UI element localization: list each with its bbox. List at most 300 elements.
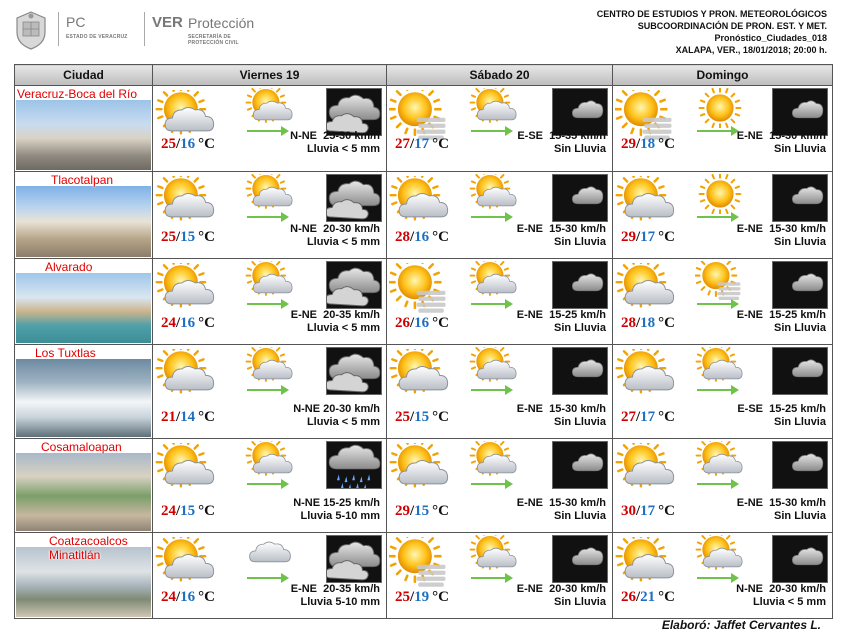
temperature xyxy=(161,229,215,246)
temp-unit: °C xyxy=(432,503,450,519)
day-weather-icon xyxy=(389,537,451,594)
rain-text: Sin Lluvia xyxy=(554,596,606,608)
wind-text: E-NE 20-30 km/h xyxy=(516,583,606,595)
temp-max: 28 xyxy=(621,315,636,331)
temp-max: 29 xyxy=(621,229,636,245)
rain-text: Lluvia < 5 mm xyxy=(306,143,380,155)
temp-separator: / xyxy=(636,409,641,425)
city-name: Tlacotalpan xyxy=(51,173,114,187)
day-weather-icon xyxy=(389,349,451,406)
wind-arrow-icon xyxy=(469,298,515,310)
state-seal-icon xyxy=(12,10,50,50)
wind-arrow-icon xyxy=(695,298,741,310)
temperature xyxy=(395,589,449,606)
night-cloudy-icon xyxy=(327,348,381,394)
temp-unit: °C xyxy=(658,589,676,605)
table-header-row xyxy=(15,65,833,86)
temp-unit: °C xyxy=(198,589,216,605)
temp-max: 29 xyxy=(395,503,410,519)
forecast-cell-day2 xyxy=(387,533,613,619)
wind-arrow-icon xyxy=(245,384,291,396)
wind-text: N-NE 20-30 km/h xyxy=(290,223,380,235)
wind-text: E-NE 15-30 km/h xyxy=(736,130,826,142)
night-partly-cloudy-icon xyxy=(773,89,827,135)
temp-min: 21 xyxy=(640,589,656,605)
partly-cloudy-icon xyxy=(245,441,295,481)
wind-arrow-icon xyxy=(469,477,515,495)
temp-min: 15 xyxy=(414,503,430,519)
wind-arrow-icon xyxy=(695,124,741,142)
day-weather-icon xyxy=(155,349,217,406)
temp-min: 16 xyxy=(180,315,196,331)
forecast-cell-day1 xyxy=(153,259,387,345)
city-photo xyxy=(16,100,151,170)
logo-divider-2 xyxy=(144,12,145,46)
temp-separator: / xyxy=(410,229,415,245)
temp-unit: °C xyxy=(198,136,216,152)
night-partly-cloudy-icon xyxy=(553,536,607,582)
wind-arrow-icon xyxy=(695,383,741,401)
wind-rain-info xyxy=(290,223,380,249)
day-weather-icon xyxy=(155,537,217,594)
wind-arrow-icon xyxy=(695,477,741,495)
temp-separator: / xyxy=(176,589,181,605)
forecast-cell-day3 xyxy=(613,259,833,345)
night-weather-box xyxy=(326,174,382,222)
header-line3: Pronóstico_Ciudades_018 xyxy=(714,33,827,43)
temp-separator: / xyxy=(636,503,641,519)
temp-max: 21 xyxy=(161,409,176,425)
rain-text: Lluvia 5-10 mm xyxy=(300,596,380,608)
day-weather-icon xyxy=(389,263,451,320)
temp-max: 28 xyxy=(395,229,410,245)
night-partly-cloudy-icon xyxy=(553,89,607,135)
wind-text: E-NE 15-25 km/h xyxy=(516,309,606,321)
col-header-day1: Viernes 19 xyxy=(153,65,387,86)
night-cloudy-icon xyxy=(327,536,381,582)
temp-unit: °C xyxy=(432,315,450,331)
night-rain-icon xyxy=(327,442,381,488)
rain-text: Sin Lluvia xyxy=(774,322,826,334)
wind-arrow-icon xyxy=(245,297,291,315)
temperature xyxy=(161,589,215,606)
city-photo xyxy=(16,453,151,531)
temp-unit: °C xyxy=(432,409,450,425)
temp-separator: / xyxy=(176,315,181,331)
wind-arrow-icon xyxy=(245,124,291,142)
rain-text: Sin Lluvia xyxy=(554,510,606,522)
forecast-cell-day1 xyxy=(153,172,387,259)
temperature xyxy=(621,409,675,426)
temperature xyxy=(161,136,215,153)
wind-rain-info xyxy=(737,130,826,156)
temp-unit: °C xyxy=(198,409,216,425)
partly-cloudy-icon xyxy=(615,263,677,315)
temp-min: 19 xyxy=(414,589,430,605)
wind-arrow-icon xyxy=(469,211,515,223)
temp-separator: / xyxy=(176,503,181,519)
wind-arrow-icon xyxy=(469,124,515,142)
night-weather-box xyxy=(552,88,608,136)
temp-separator: / xyxy=(410,315,415,331)
wind-rain-info xyxy=(293,403,380,429)
table-row xyxy=(15,345,833,439)
forecast-cell-day1 xyxy=(153,86,387,172)
forecast-cell-day1 xyxy=(153,533,387,619)
rain-text: Sin Lluvia xyxy=(774,236,826,248)
night-weather-box xyxy=(772,261,828,309)
night-weather-box xyxy=(772,88,828,136)
sun-haze-icon xyxy=(389,537,451,589)
wind-rain-info xyxy=(293,497,380,523)
partly-cloudy-icon xyxy=(155,349,217,401)
day-weather-icon xyxy=(615,176,677,233)
day-weather-icon xyxy=(615,537,677,594)
temperature xyxy=(395,315,449,332)
forecast-table xyxy=(14,64,833,619)
table-row xyxy=(15,439,833,533)
day-weather-icon xyxy=(615,263,677,320)
night-weather-box xyxy=(326,261,382,309)
wind-text: E-NE 20-35 km/h xyxy=(290,309,380,321)
partly-cloudy-icon xyxy=(615,443,677,495)
wind-rain-info xyxy=(517,403,606,429)
wind-arrow-icon xyxy=(245,125,291,137)
wind-text: E-NE 15-30 km/h xyxy=(516,223,606,235)
header-info xyxy=(597,8,827,56)
partly-cloudy-icon xyxy=(389,176,451,228)
forecast-cell-day3 xyxy=(613,439,833,533)
col-header-day2: Sábado 20 xyxy=(387,65,613,86)
logo-divider xyxy=(58,12,59,46)
partly-cloudy-icon xyxy=(615,537,677,589)
temp-separator: / xyxy=(636,589,641,605)
wind-arrow-icon xyxy=(469,478,515,490)
wind-text: N-NE 20-30 km/h xyxy=(293,403,380,415)
temp-unit: °C xyxy=(658,136,676,152)
sunny-icon xyxy=(695,88,745,128)
wind-arrow-icon xyxy=(245,210,291,228)
day-weather-icon xyxy=(389,176,451,233)
temperature xyxy=(161,503,215,520)
night-weather-box xyxy=(552,441,608,489)
temperature xyxy=(621,315,675,332)
partly-cloudy-icon xyxy=(389,443,451,495)
temp-max: 25 xyxy=(161,136,176,152)
forecast-cell-day2 xyxy=(387,172,613,259)
partly-cloudy-icon xyxy=(155,263,217,315)
partly-cloudy-icon xyxy=(469,174,519,214)
partly-cloudy-icon xyxy=(615,176,677,228)
temp-unit: °C xyxy=(658,409,676,425)
partly-cloudy-icon xyxy=(155,90,217,142)
header-line1: CENTRO DE ESTUDIOS Y PRON. METEOROLÓGICOS xyxy=(596,9,827,19)
wind-text: E-NE 20-35 km/h xyxy=(290,583,380,595)
wind-rain-info xyxy=(517,130,606,156)
cloudy-icon xyxy=(245,535,295,575)
wind-rain-info xyxy=(517,309,606,335)
night-weather-box xyxy=(552,347,608,395)
table-row xyxy=(15,259,833,345)
forecast-cell-day1 xyxy=(153,345,387,439)
day-weather-icon xyxy=(389,443,451,500)
logo-pc-sub: ESTADO DE VERACRUZ xyxy=(66,34,128,40)
temperature xyxy=(621,503,675,520)
table-row xyxy=(15,533,833,619)
temp-max: 26 xyxy=(621,589,636,605)
wind-text: E-NE 15-30 km/h xyxy=(516,403,606,415)
sun-haze-icon xyxy=(695,261,745,301)
wind-arrow-icon xyxy=(469,384,515,396)
rain-text: Sin Lluvia xyxy=(774,416,826,428)
rain-text: Sin Lluvia xyxy=(554,416,606,428)
temp-separator: / xyxy=(636,229,641,245)
temp-max: 24 xyxy=(161,503,176,519)
logo-prot-sub1: SECRETARÍA DE xyxy=(188,34,231,40)
temp-separator: / xyxy=(176,136,181,152)
temperature xyxy=(395,136,449,153)
temperature xyxy=(161,409,215,426)
night-partly-cloudy-icon xyxy=(773,536,827,582)
night-cloudy-icon xyxy=(327,175,381,221)
partly-cloudy-icon xyxy=(389,349,451,401)
temp-unit: °C xyxy=(658,229,676,245)
city-photo xyxy=(16,273,151,343)
forecast-cell-day2 xyxy=(387,86,613,172)
wind-arrow-icon xyxy=(469,383,515,401)
wind-text: E-SE 15-25 km/h xyxy=(737,403,826,415)
temp-max: 29 xyxy=(621,136,636,152)
wind-rain-info xyxy=(517,583,606,609)
rain-text: Sin Lluvia xyxy=(554,236,606,248)
temp-max: 25 xyxy=(395,589,410,605)
forecast-cell-day3 xyxy=(613,172,833,259)
temp-separator: / xyxy=(410,589,415,605)
night-cloudy-icon xyxy=(327,89,381,135)
partly-cloudy-icon xyxy=(155,537,217,589)
temp-min: 16 xyxy=(414,229,430,245)
temp-max: 24 xyxy=(161,315,176,331)
wind-arrow-icon xyxy=(245,383,291,401)
rain-text: Sin Lluvia xyxy=(554,322,606,334)
night-weather-box xyxy=(772,535,828,583)
forecast-cell-day3 xyxy=(613,533,833,619)
wind-rain-info xyxy=(737,403,826,429)
wind-arrow-icon xyxy=(695,572,741,584)
temp-min: 16 xyxy=(180,589,196,605)
temp-unit: °C xyxy=(658,503,676,519)
rain-text: Lluvia < 5 mm xyxy=(752,596,826,608)
temp-min: 15 xyxy=(180,503,196,519)
temp-min: 18 xyxy=(640,315,656,331)
wind-text: E-NE 15-25 km/h xyxy=(736,309,826,321)
partly-cloudy-icon xyxy=(245,88,295,128)
temp-min: 17 xyxy=(640,229,656,245)
partly-cloudy-icon xyxy=(469,261,519,301)
partly-cloudy-icon xyxy=(469,88,519,128)
wind-text: N-NE 15-25 km/h xyxy=(293,497,380,509)
temp-separator: / xyxy=(636,315,641,331)
wind-arrow-icon xyxy=(245,477,291,495)
night-weather-box xyxy=(326,88,382,136)
night-weather-box xyxy=(552,535,608,583)
temp-separator: / xyxy=(176,229,181,245)
night-weather-box xyxy=(326,535,382,583)
partly-cloudy-icon xyxy=(469,535,519,575)
rain-text: Lluvia < 5 mm xyxy=(306,322,380,334)
temp-unit: °C xyxy=(198,315,216,331)
partly-cloudy-icon xyxy=(469,441,519,481)
partly-cloudy-icon xyxy=(615,349,677,401)
wind-text: N-NE 25-30 km/h xyxy=(290,130,380,142)
night-weather-box xyxy=(772,347,828,395)
night-partly-cloudy-icon xyxy=(553,262,607,308)
day-weather-icon xyxy=(615,349,677,406)
city-cell xyxy=(15,172,153,259)
wind-arrow-icon xyxy=(695,125,741,137)
wind-text: N-NE 20-30 km/h xyxy=(736,583,826,595)
wind-rain-info xyxy=(517,223,606,249)
day-weather-icon xyxy=(155,443,217,500)
day-weather-icon xyxy=(155,176,217,233)
temperature xyxy=(161,315,215,332)
partly-cloudy-icon xyxy=(155,443,217,495)
temp-separator: / xyxy=(410,136,415,152)
city-name: Veracruz-Boca del Río xyxy=(17,87,138,101)
header-logos xyxy=(10,8,260,56)
wind-rain-info xyxy=(737,497,826,523)
wind-arrow-icon xyxy=(695,478,741,490)
forecast-cell-day2 xyxy=(387,259,613,345)
partly-cloudy-icon xyxy=(245,174,295,214)
wind-arrow-icon xyxy=(245,572,291,584)
night-partly-cloudy-icon xyxy=(773,175,827,221)
wind-rain-info xyxy=(517,497,606,523)
rain-text: Lluvia < 5 mm xyxy=(306,416,380,428)
partly-cloudy-icon xyxy=(155,176,217,228)
sunny-icon xyxy=(695,174,745,214)
header-line2: SUBCOORDINACIÓN DE PRON. EST. Y MET. xyxy=(637,21,827,31)
wind-arrow-icon xyxy=(695,210,741,228)
city-name: Cosamaloapan xyxy=(41,440,122,454)
temp-min: 16 xyxy=(180,136,196,152)
city-cell xyxy=(15,86,153,172)
col-header-day3: Domingo xyxy=(613,65,833,86)
wind-rain-info xyxy=(290,130,380,156)
temp-separator: / xyxy=(176,409,181,425)
night-partly-cloudy-icon xyxy=(773,348,827,394)
wind-text: E-SE 15-35 km/h xyxy=(517,130,606,142)
header-line4: XALAPA, VER., 18/01/2018; 20:00 h. xyxy=(675,45,827,55)
partly-cloudy-icon xyxy=(245,347,295,387)
temp-max: 25 xyxy=(395,409,410,425)
temperature xyxy=(395,503,449,520)
logo-proteccion: Protección xyxy=(188,15,255,31)
night-weather-box xyxy=(552,174,608,222)
temp-max: 30 xyxy=(621,503,636,519)
temp-unit: °C xyxy=(432,589,450,605)
night-weather-box xyxy=(326,347,382,395)
temp-min: 18 xyxy=(640,136,656,152)
logo-prot-sub2: PROTECCIÓN CIVIL xyxy=(188,40,239,46)
temp-max: 27 xyxy=(395,136,410,152)
city-cell xyxy=(15,533,153,619)
temp-max: 26 xyxy=(395,315,410,331)
wind-rain-info xyxy=(737,309,826,335)
wind-arrow-icon xyxy=(695,297,741,315)
temperature xyxy=(621,229,675,246)
temp-unit: °C xyxy=(432,136,450,152)
temp-max: 24 xyxy=(161,589,176,605)
wind-arrow-icon xyxy=(469,572,515,584)
forecast-cell-day2 xyxy=(387,345,613,439)
night-partly-cloudy-icon xyxy=(773,262,827,308)
wind-arrow-icon xyxy=(245,211,291,223)
wind-text: E-NE 15-30 km/h xyxy=(516,497,606,509)
wind-text: E-NE 15-30 km/h xyxy=(736,497,826,509)
rain-text: Sin Lluvia xyxy=(554,143,606,155)
city-name: Coatzacoalcos Minatitlán xyxy=(49,534,128,562)
sun-haze-icon xyxy=(389,263,451,315)
day-weather-icon xyxy=(155,263,217,320)
city-name: Los Tuxtlas xyxy=(35,346,96,360)
rain-text: Sin Lluvia xyxy=(774,510,826,522)
night-partly-cloudy-icon xyxy=(773,442,827,488)
logo-pc: PC xyxy=(66,14,86,30)
rain-text: Lluvia < 5 mm xyxy=(306,236,380,248)
col-header-city: Ciudad xyxy=(15,65,153,86)
partly-cloudy-icon xyxy=(245,261,295,301)
temp-separator: / xyxy=(410,503,415,519)
wind-rain-info xyxy=(291,583,380,609)
temp-max: 25 xyxy=(161,229,176,245)
temp-max: 27 xyxy=(621,409,636,425)
temperature xyxy=(621,136,675,153)
sun-haze-icon xyxy=(389,90,451,142)
wind-arrow-icon xyxy=(469,210,515,228)
forecast-cell-day3 xyxy=(613,86,833,172)
wind-arrow-icon xyxy=(469,571,515,589)
rain-text: Sin Lluvia xyxy=(774,143,826,155)
wind-arrow-icon xyxy=(469,125,515,137)
table-row xyxy=(15,86,833,172)
wind-rain-info xyxy=(737,223,826,249)
temp-unit: °C xyxy=(432,229,450,245)
night-weather-box xyxy=(326,441,382,489)
night-weather-box xyxy=(772,441,828,489)
forecast-cell-day2 xyxy=(387,439,613,533)
city-cell xyxy=(15,345,153,439)
author-credit: Elaboró: Jaffet Cervantes L. xyxy=(661,618,821,632)
sun-haze-icon xyxy=(615,90,677,142)
wind-rain-info xyxy=(736,583,826,609)
temp-min: 15 xyxy=(414,409,430,425)
city-name: Alvarado xyxy=(45,260,93,274)
partly-cloudy-icon xyxy=(469,347,519,387)
wind-text: E-NE 15-30 km/h xyxy=(736,223,826,235)
partly-cloudy-icon xyxy=(695,441,745,481)
day-weather-icon xyxy=(615,443,677,500)
temp-min: 17 xyxy=(640,409,656,425)
temp-unit: °C xyxy=(658,315,676,331)
night-partly-cloudy-icon xyxy=(553,348,607,394)
temp-min: 16 xyxy=(414,315,430,331)
city-photo xyxy=(16,359,151,437)
partly-cloudy-icon xyxy=(695,347,745,387)
forecast-cell-day1 xyxy=(153,439,387,533)
temp-min: 14 xyxy=(180,409,196,425)
temp-separator: / xyxy=(410,409,415,425)
